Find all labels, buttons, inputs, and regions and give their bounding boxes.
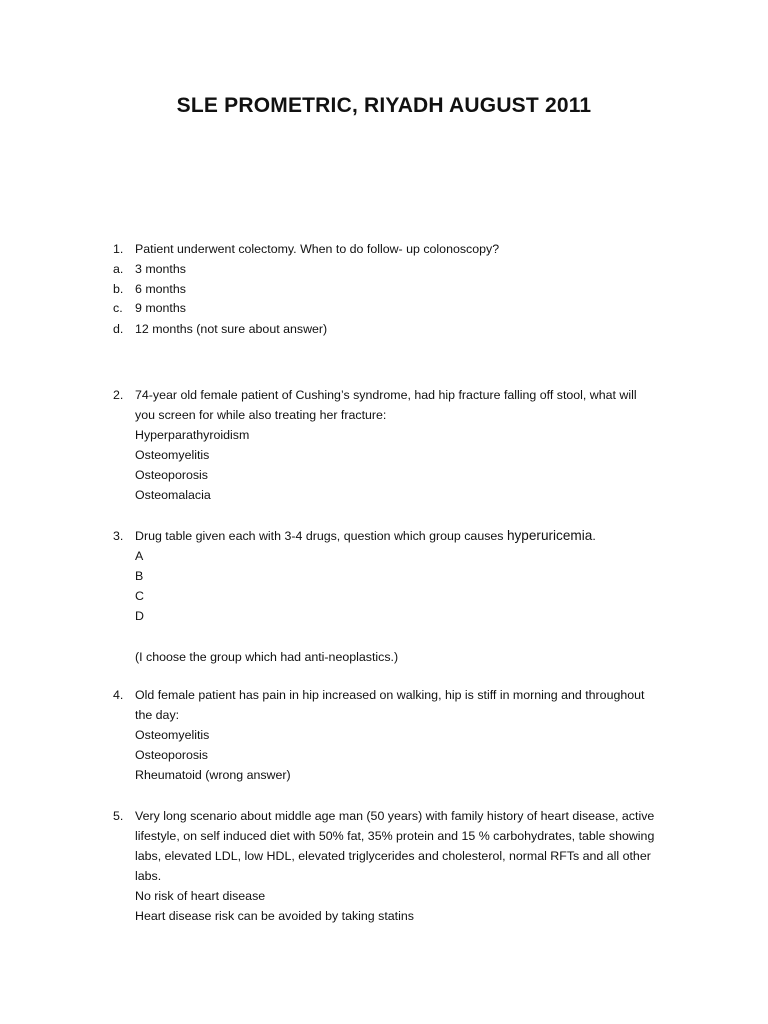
option-text: Heart disease risk can be avoided by taking statins: [135, 909, 414, 923]
option-text: Hyperparathyroidism: [135, 428, 250, 442]
option-label: a.: [113, 262, 124, 276]
question-number: 1.: [113, 242, 124, 256]
option-text: B: [135, 569, 144, 583]
option-text: Osteomyelitis: [135, 448, 210, 462]
option-text: Rheumatoid (wrong answer): [135, 768, 291, 782]
question-text: you screen for while also treating her fracture:: [135, 408, 387, 422]
question-text: labs.: [135, 869, 162, 883]
option-text: D: [135, 609, 144, 623]
option-text: Osteoporosis: [135, 468, 209, 482]
option-text: 12 months (not sure about answer): [135, 322, 328, 336]
question-number: 4.: [113, 688, 124, 702]
option-text: C: [135, 589, 144, 603]
question-number: 3.: [113, 529, 124, 543]
question-text: Patient underwent colectomy. When to do follow- up colonoscopy?: [135, 242, 500, 256]
question-text: labs, elevated LDL, low HDL, elevated triglycerides and cholesterol, normal RFTs and all other: [135, 849, 651, 863]
option-text: 9 months: [135, 301, 186, 315]
question-text: Old female patient has pain in hip increased on walking, hip is stiff in morning and throughout: [135, 688, 645, 702]
question-text: [135, 526, 596, 546]
question-text: the day:: [135, 708, 180, 722]
question-text-end: .: [592, 529, 596, 543]
option-text: A: [135, 549, 144, 563]
question-number: 2.: [113, 388, 124, 402]
question-term: hyperuricemia: [506, 528, 593, 543]
question-text: Very long scenario about middle age man (50 years) with family history of heart disease, active: [135, 809, 655, 823]
option-text: Osteomyelitis: [135, 728, 210, 742]
answer-note: (I choose the group which had anti-neoplastics.): [135, 650, 399, 664]
question-text: 74-year old female patient of Cushing’s syndrome, had hip fracture falling off stool, what will: [135, 388, 637, 402]
option-label: b.: [113, 282, 124, 296]
option-text: 6 months: [135, 282, 186, 296]
option-text: Osteoporosis: [135, 748, 209, 762]
question-number: 5.: [113, 809, 124, 823]
question-text: lifestyle, on self induced diet with 50% fat, 35% protein and 15 % carbohydrates, table showing: [135, 829, 655, 843]
option-text: 3 months: [135, 262, 186, 276]
option-label: c.: [113, 301, 123, 315]
question-text-main: Drug table given each with 3-4 drugs, question which group causes: [135, 529, 507, 543]
option-text: No risk of heart disease: [135, 889, 266, 903]
option-text: Osteomalacia: [135, 488, 211, 502]
option-label: d.: [113, 322, 124, 336]
document-title: SLE PROMETRIC, RIYADH AUGUST 2011: [176, 94, 592, 117]
